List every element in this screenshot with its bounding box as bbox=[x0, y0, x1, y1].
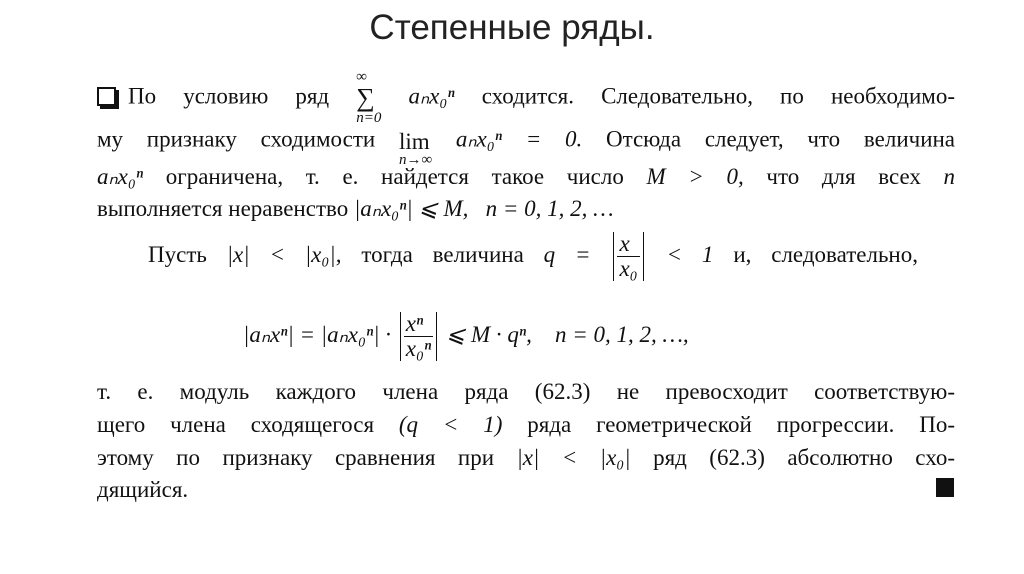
text: ограничена, т. е. найдется такое число bbox=[165, 164, 624, 189]
text: Отсюда следует, что величина bbox=[606, 126, 956, 152]
text: и, следовательно, bbox=[733, 241, 918, 267]
text-line bbox=[97, 162, 955, 192]
text-line: дящийся. bbox=[97, 477, 189, 502]
text-line bbox=[97, 194, 955, 224]
math: n bbox=[943, 164, 956, 189]
lim: lim bbox=[398, 129, 430, 154]
display-equation bbox=[243, 311, 823, 362]
text: сходится. Следовательно, по необходимо- bbox=[481, 83, 956, 109]
text: По условию ряд bbox=[128, 83, 330, 109]
denominator: x₀ⁿ bbox=[405, 336, 432, 362]
absolute-value bbox=[613, 232, 643, 281]
absolute-value bbox=[400, 312, 437, 361]
math: aₙx₀ⁿ bbox=[97, 164, 144, 189]
text-line bbox=[97, 69, 956, 126]
math: (q < 1) bbox=[398, 412, 503, 437]
math: ⩽ M · qⁿ, bbox=[446, 321, 532, 347]
fraction bbox=[404, 312, 433, 361]
text-line: т. е. модуль каждого члена ряда (62.3) не превосходит соответствую- bbox=[97, 379, 955, 404]
math: |x| < |x₀| bbox=[516, 445, 631, 470]
sum-operator bbox=[356, 70, 381, 126]
math: |aₙx₀ⁿ| ⩽ M, bbox=[353, 196, 469, 221]
sum-lower: n=0 bbox=[356, 110, 382, 126]
numerator: xⁿ bbox=[404, 312, 433, 337]
numerator: x bbox=[617, 232, 639, 257]
qed-square-icon bbox=[936, 478, 954, 497]
text-line bbox=[148, 231, 918, 282]
math: M > 0, bbox=[646, 164, 744, 189]
text: тогда величина bbox=[361, 241, 524, 267]
text: ряд (62.3) абсолютно схо- bbox=[653, 445, 955, 470]
math: n = 0, 1, 2, … bbox=[485, 196, 614, 221]
text: выполняется неравенство bbox=[97, 196, 349, 221]
text: Пусть bbox=[148, 241, 207, 267]
text: что для всех bbox=[766, 164, 921, 189]
denominator: x₀ bbox=[619, 256, 638, 282]
math: q = bbox=[543, 241, 591, 267]
text: щего члена сходящегося bbox=[97, 412, 375, 437]
math: |x| < |x₀|, bbox=[226, 241, 342, 267]
math: n = 0, 1, 2, …, bbox=[554, 321, 689, 347]
sum-sign: ∑ bbox=[356, 83, 375, 112]
text-line bbox=[97, 443, 955, 473]
text: этому по признаку сравнения при bbox=[97, 445, 495, 470]
text: му признаку сходимости bbox=[97, 126, 376, 152]
text: ряда геометрической прогрессии. По- bbox=[527, 412, 956, 437]
sum-upper: ∞ bbox=[356, 69, 367, 85]
math: aₙx₀ⁿ bbox=[408, 83, 455, 109]
slide-title: Степенные ряды. bbox=[369, 8, 655, 47]
lim-subscript: n→∞ bbox=[398, 152, 433, 168]
math: |aₙxⁿ| = |aₙx₀ⁿ| · bbox=[243, 321, 392, 347]
text-line bbox=[97, 410, 955, 440]
fraction bbox=[617, 232, 639, 281]
text-line bbox=[97, 122, 956, 168]
checkbox-bullet-icon bbox=[97, 87, 116, 106]
math: < 1 bbox=[666, 241, 714, 267]
math: aₙx₀ⁿ = 0. bbox=[455, 126, 583, 152]
